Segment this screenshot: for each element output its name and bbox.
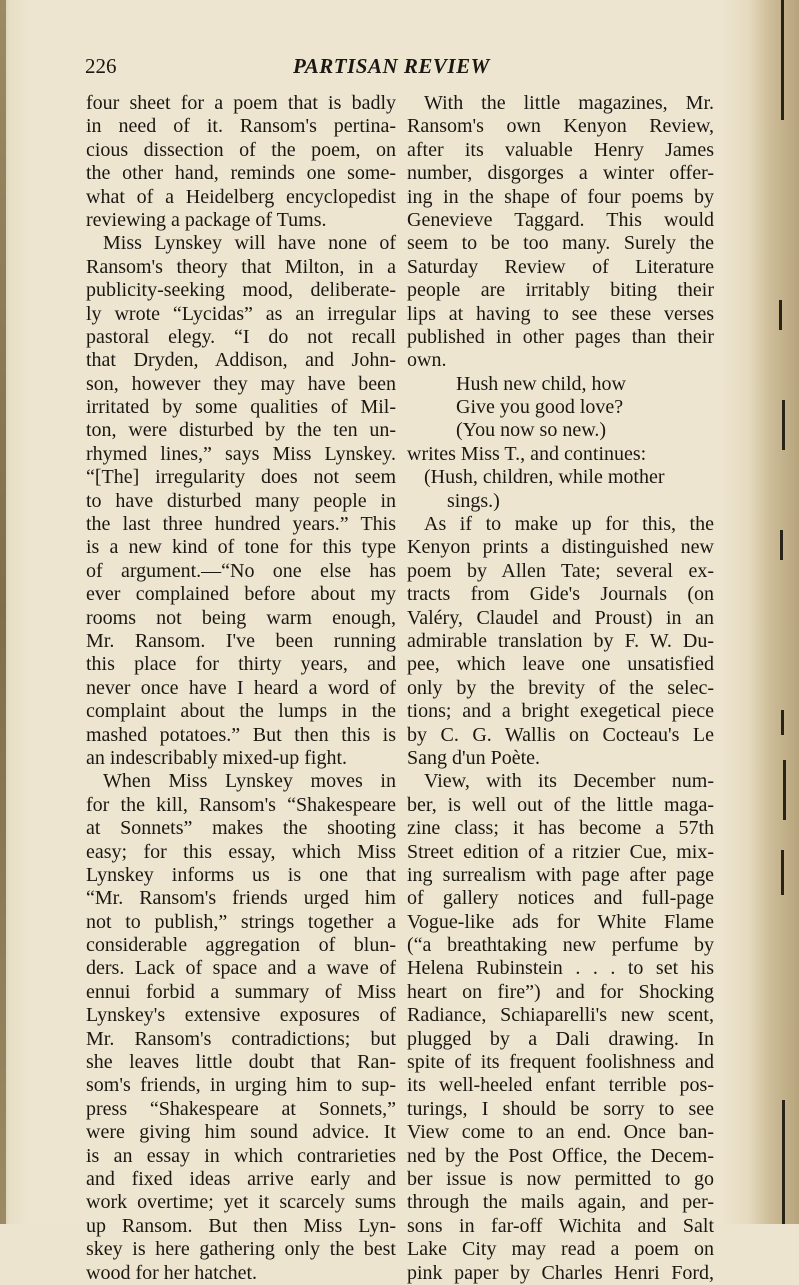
text-line: cious dissection of the poem, on (86, 138, 396, 161)
text-line: ing surrealism with page after page (407, 863, 714, 886)
text-line: ever complained before about my (86, 583, 396, 606)
text-line: “Mr. Ransom's friends urged him (86, 887, 396, 910)
text-line: reviewing a package of Tums. (86, 208, 327, 231)
text-line: turings, I should be sorry to see (407, 1097, 714, 1120)
text-line: people are irritably biting their (407, 279, 714, 302)
text-line: Kenyon prints a distinguished new (407, 536, 714, 559)
text-line: pastoral elegy. “I do not recall (86, 325, 396, 348)
text-line: Radiance, Schiaparelli's new scent, (407, 1004, 714, 1027)
text-line: up Ransom. But then Miss Lyn- (86, 1214, 396, 1237)
text-line: sons in far-off Wichita and Salt (407, 1214, 714, 1237)
left-text-column (86, 92, 396, 1285)
text-line: and fixed ideas arrive early and (86, 1167, 396, 1190)
right-text-column (407, 92, 714, 1285)
text-line: she leaves little doubt that Ran- (86, 1051, 396, 1074)
text-line: of gallery notices and full-page (407, 887, 714, 910)
text-line: ton, were disturbed by the ten un- (86, 419, 396, 442)
text-line: after its valuable Henry James (407, 138, 714, 161)
text-line: wood for her hatchet. (86, 1261, 258, 1284)
text-line: that Dryden, Addison, and John- (86, 349, 396, 372)
text-line: Mr. Ransom's contradictions; but (86, 1027, 396, 1050)
text-line: sings.) (447, 489, 500, 512)
text-line: published in other pages than their (407, 325, 714, 348)
text-line: Helena Rubinstein . . . to set his (407, 957, 714, 980)
text-line: “[The] irregularity does not seem (86, 466, 396, 489)
text-line: pee, which leave one unsatisfied (407, 653, 714, 676)
page-edge-shadow (771, 0, 793, 1224)
text-line: spite of its frequent foolishness and (407, 1051, 714, 1074)
text-line: Give you good love? (456, 396, 624, 419)
text-line: ned by the Post Office, the Decem- (407, 1144, 714, 1167)
text-line: pink paper by Charles Henri Ford, (407, 1261, 714, 1284)
text-line: by C. G. Wallis on Cocteau's Le (407, 723, 714, 746)
text-line: not to publish,” strings together a (86, 910, 396, 933)
text-line: rooms not being warm enough, (86, 606, 396, 629)
text-line: to have disturbed many people in (86, 489, 396, 512)
text-line: only by the brevity of the selec- (407, 676, 714, 699)
text-line: plugged by a Dali drawing. In (407, 1027, 714, 1050)
text-line: ber issue is now permitted to go (407, 1167, 714, 1190)
binding-edge (0, 0, 6, 1224)
text-line: own. (407, 349, 447, 372)
text-line: Lake City may read a poem on (407, 1238, 714, 1261)
running-head: PARTISAN REVIEW (293, 54, 490, 78)
text-line: Lynskey's extensive exposures of (86, 1004, 396, 1027)
text-line: heart on fire”) and for Shocking (407, 980, 714, 1003)
text-line: Valéry, Claudel and Proust) in an (407, 606, 714, 629)
text-line: the other hand, reminds one some- (86, 162, 396, 185)
text-line: som's friends, in urging him to sup- (86, 1074, 396, 1097)
text-line: Saturday Review of Literature (407, 255, 714, 278)
text-line: (“a breathtaking new perfume by (407, 934, 714, 957)
text-line: ly wrote “Lycidas” as an irregular (86, 302, 396, 325)
text-line: Street edition of a ritzier Cue, mix- (407, 840, 714, 863)
text-line: is an essay in which contrarieties (86, 1144, 396, 1167)
text-line: Vogue-like ads for White Flame (407, 910, 714, 933)
text-line: work overtime; yet it scarcely sums (86, 1191, 396, 1214)
text-line: ders. Lack of space and a wave of (86, 957, 396, 980)
text-line: With the little magazines, Mr. (424, 92, 714, 114)
text-line: complaint about the lumps in the (86, 700, 396, 723)
text-line: ing in the shape of four poems by (407, 185, 714, 208)
text-line: this place for thirty years, and (86, 653, 396, 676)
text-line: in need of it. Ransom's pertina- (86, 115, 396, 138)
text-line: Genevieve Taggard. This would (407, 208, 714, 231)
text-line: ber, is well out of the little maga- (407, 793, 714, 816)
text-line: Lynskey informs us is one that (86, 863, 396, 886)
text-line: When Miss Lynskey moves in (103, 770, 396, 793)
text-line: what of a Heidelberg encyclopedist (86, 185, 396, 208)
text-line: admirable translation by F. W. Du- (407, 629, 714, 652)
text-line: four sheet for a poem that is badly (86, 92, 396, 114)
text-line: publicity-seeking mood, deliberate- (86, 279, 396, 302)
text-line: for the kill, Ransom's “Shakespeare (86, 793, 396, 816)
text-line: Mr. Ransom. I've been running (86, 629, 396, 652)
page-header (85, 53, 705, 83)
text-line: the last three hundred years.” This (86, 513, 396, 536)
text-line: rhymed lines,” says Miss Lynskey. (86, 442, 396, 465)
text-line: View, with its December num- (424, 770, 714, 793)
text-line: number, disgorges a winter offer- (407, 162, 714, 185)
text-line: Ransom's own Kenyon Review, (407, 115, 714, 138)
text-line: (Hush, children, while mother (424, 466, 665, 489)
text-line: ennui forbid a summary of Miss (86, 980, 396, 1003)
text-line: Miss Lynskey will have none of (103, 232, 396, 255)
text-line: skey is here gathering only the best (86, 1238, 396, 1261)
text-line: Ransom's theory that Milton, in a (86, 255, 396, 278)
text-line: (You now so new.) (456, 419, 607, 442)
text-line: irritated by some qualities of Mil- (86, 396, 396, 419)
page-number: 226 (85, 54, 117, 78)
text-line: of argument.—“No one else has (86, 559, 396, 582)
text-line: easy; for this essay, which Miss (86, 840, 396, 863)
text-line: poem by Allen Tate; several ex- (407, 559, 714, 582)
text-line: writes Miss T., and continues: (407, 442, 647, 465)
text-line: an indescribably mixed-up fight. (86, 746, 348, 769)
text-line: were giving him sound advice. It (86, 1121, 396, 1144)
text-line: Sang d'un Poète. (407, 746, 541, 769)
text-line: lips at having to see these verses (407, 302, 714, 325)
text-line: As if to make up for this, the (424, 513, 714, 536)
text-line: seem to be too many. Surely the (407, 232, 714, 255)
text-line: mashed potatoes.” But then this is (86, 723, 396, 746)
text-line: tions; and a bright exegetical piece (407, 700, 714, 723)
text-line: its well-heeled enfant terrible pos- (407, 1074, 714, 1097)
text-line: press “Shakespeare at Sonnets,” (86, 1097, 396, 1120)
text-line: never once have I heard a word of (86, 676, 396, 699)
text-line: is a new kind of tone for this type (86, 536, 396, 559)
text-line: tracts from Gide's Journals (on (407, 583, 714, 606)
text-line: at Sonnets” makes the shooting (86, 817, 396, 840)
text-line: View come to an end. Once ban- (407, 1121, 714, 1144)
text-line: considerable aggregation of blun- (86, 934, 396, 957)
text-line: Hush new child, how (456, 372, 626, 395)
text-line: son, however they may have been (86, 372, 396, 395)
text-line: zine class; it has become a 57th (407, 817, 714, 840)
text-line: through the mails again, and per- (407, 1191, 714, 1214)
